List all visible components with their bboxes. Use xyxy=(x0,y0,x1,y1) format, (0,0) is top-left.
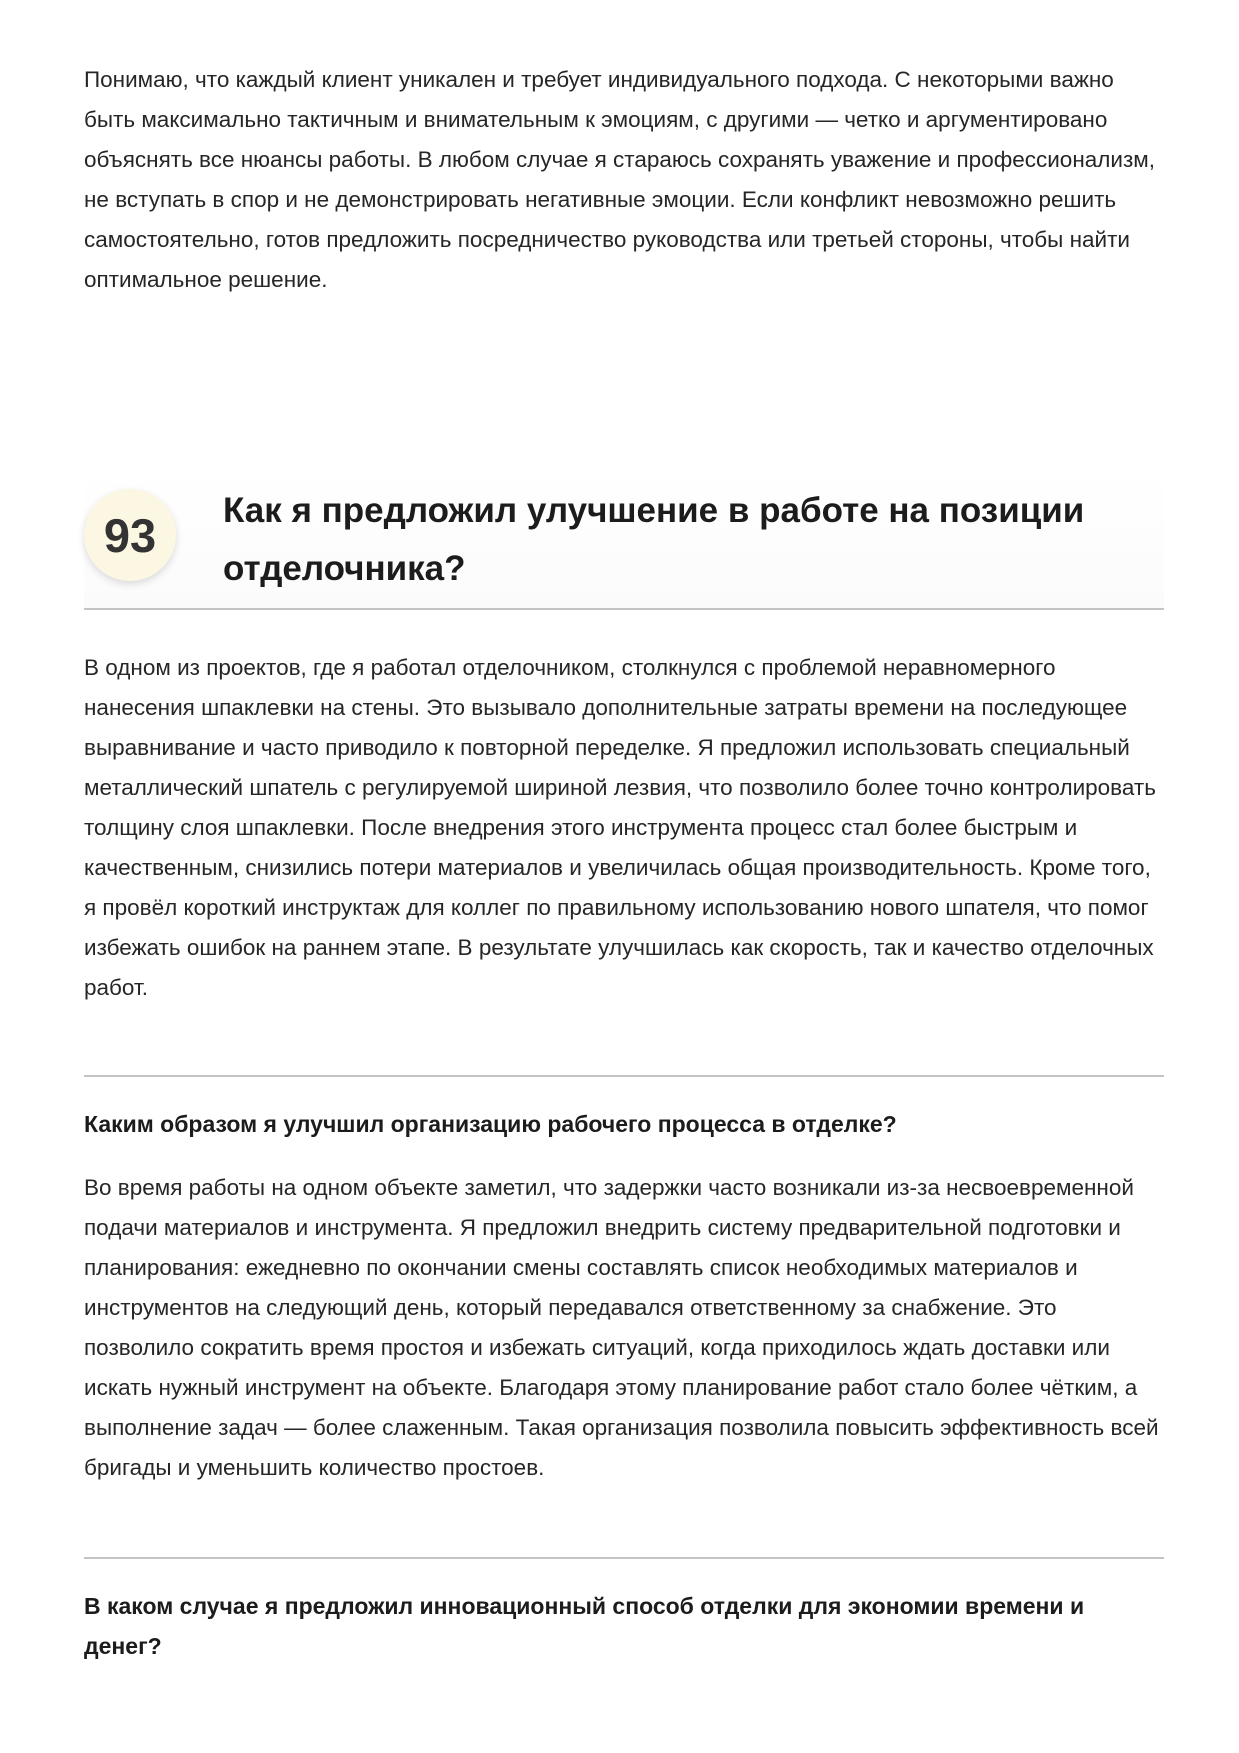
section-header xyxy=(84,470,1164,610)
divider xyxy=(84,1075,1164,1077)
section-answer-paragraph: В одном из проектов, где я работал отделочником, столкнулся с проблемой неравномерного нанесения шпаклевки на стены. Это вызывало дополнительные затраты времени на последующее выравнивание и часто приводило к повторной переделке. Я предложил использовать специальный металлический шпатель с регулируемой шириной лезвия, что позволило более точно контролировать толщину слоя шпаклевки. После внедрения этого инструмента процесс стал более быстрым и качественным, снизились потери материалов и увеличилась общая производительность. Кроме того, я провёл короткий инструктаж для коллег по правильному использованию нового шпателя, что помог избежать ошибок на раннем этапе. В результате улучшилась как скорость, так и качество отделочных работ. xyxy=(84,655,1156,1000)
followup-question: Каким образом я улучшил организацию рабочего процесса в отделке? xyxy=(84,1111,897,1137)
section-title: Как я предложил улучшение в работе на позиции отделочника? xyxy=(223,491,1085,588)
intro-paragraph: Понимаю, что каждый клиент уникален и требует индивидуального подхода. С некоторыми важно быть максимально тактичным и внимательным к эмоциям, с другими — четко и аргументировано объяснять все нюансы работы. В любом случае я стараюсь сохранять уважение и профессионализм, не вступать в спор и не демонстрировать негативные эмоции. Если конфликт невозможно решить самостоятельно, готов предложить посредничество руководства или третьей стороны, чтобы найти оптимальное решение. xyxy=(84,67,1155,292)
section-number-badge: 93 xyxy=(84,489,176,581)
divider xyxy=(84,1557,1164,1559)
followup-question: В каком случае я предложил инновационный способ отделки для экономии времени и денег? xyxy=(84,1593,1085,1659)
followup-answer-paragraph: Во время работы на одном объекте заметил, что задержки часто возникали из-за несвоевременной подачи материалов и инструмента. Я предложил внедрить систему предварительной подготовки и планирования: ежедневно по окончании смены составлять список необходимых материалов и инструментов на следующий день, который передавался ответственному за снабжение. Это позволило сократить время простоя и избежать ситуаций, когда приходилось ждать доставки или искать нужный инструмент на объекте. Благодаря этому планирование работ стало более чётким, а выполнение задач — более слаженным. Такая организация позволила повысить эффективность всей бригады и уменьшить количество простоев. xyxy=(84,1175,1159,1480)
